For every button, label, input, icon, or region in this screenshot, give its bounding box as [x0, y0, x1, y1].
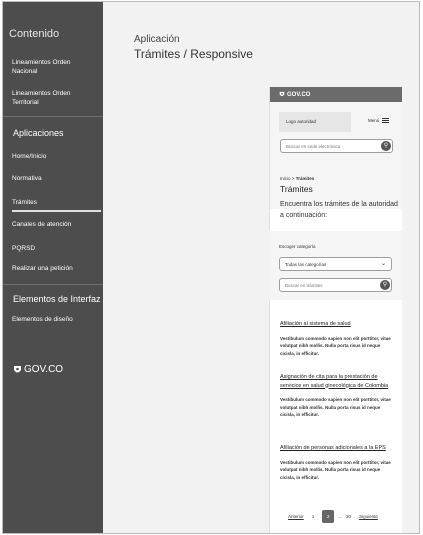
- list-item: [280, 444, 396, 481]
- topbar-logo-text: GOV.CO: [287, 91, 311, 98]
- govco-logo-text: GOV.CO: [24, 364, 64, 375]
- authority-logo-placeholder[interactable]: Logo autoridad: [279, 112, 351, 132]
- list-item: [280, 320, 396, 357]
- search-icon[interactable]: ⚲: [381, 141, 391, 151]
- tramites-lead: Encuentra los trámites de la autoridad a continuación:: [280, 201, 398, 219]
- sidebar-item-peticion[interactable]: Realizar una petición: [12, 265, 73, 272]
- menu-label: Menú: [368, 118, 380, 123]
- sidebar-section-aplicaciones: Aplicaciones: [13, 128, 64, 138]
- sidebar-section-elementos: Elementos de Interfaz: [13, 294, 101, 304]
- menu-button[interactable]: [368, 118, 389, 123]
- sidebar-item-normativa[interactable]: Normativa: [12, 175, 42, 182]
- pagination-prev[interactable]: Anterior: [288, 514, 304, 519]
- page-title: Trámites / Responsive: [134, 47, 253, 61]
- breadcrumb-current: Trámites: [295, 176, 315, 181]
- pagination-ellipsis: ...: [338, 514, 343, 519]
- breadcrumb-separator: >: [291, 176, 295, 181]
- filter-label: Escoger categoría: [279, 244, 316, 249]
- govco-crest-icon: [13, 365, 22, 375]
- sidebar-item-orden-territorial[interactable]: Lineamientos Orden Territorial: [12, 90, 71, 106]
- result-title-link[interactable]: Asignación de cita para la prestación de servicios en salud ginecológica de Colombia: [280, 374, 389, 389]
- filter-panel: [269, 231, 402, 300]
- sidebar-title: Contenido: [9, 28, 60, 40]
- page-frame: [2, 1, 420, 534]
- govco-logo: [13, 364, 63, 375]
- pagination-current-page[interactable]: 2: [322, 510, 334, 523]
- pagination-page[interactable]: 1: [311, 514, 315, 519]
- sidebar-item-orden-nacional[interactable]: Lineamientos Orden Nacional: [12, 59, 71, 75]
- site-search-placeholder: Buscar en sede electrónica: [286, 144, 341, 149]
- tramites-search-input[interactable]: [279, 278, 392, 292]
- result-description: Vestibulum commodo sapien non elit porttitor, vitae volutpat nibh mollis. Nulla porta risus id neque cicisla, in efficitur.: [280, 335, 391, 356]
- result-title-link[interactable]: Afiliación al sistema de salud: [280, 321, 351, 327]
- sidebar-item-tramites[interactable]: Trámites: [12, 199, 38, 206]
- list-item: [280, 373, 396, 419]
- site-search-input[interactable]: [280, 139, 393, 153]
- breadcrumb-home[interactable]: Inicio: [280, 176, 291, 181]
- category-select-value: Todas las categorías: [285, 262, 327, 267]
- sidebar-item-canales[interactable]: Canales de atención: [12, 221, 72, 228]
- sidebar-item-elementos-diseno[interactable]: Elementos de diseño: [12, 316, 73, 323]
- result-description: Vestibulum commodo sapien non elit porttitor, vitae volutpat nibh mollis. Nulla porta risus id neque cicisla, in efficitur.: [280, 459, 391, 480]
- sidebar-divider: [3, 284, 103, 285]
- result-title-link[interactable]: Afiliación de personas adicionales a la EPS: [280, 445, 386, 451]
- govco-crest-icon: [279, 91, 285, 98]
- sidebar-divider: [3, 116, 103, 117]
- pagination-next[interactable]: Siguiente: [359, 514, 378, 519]
- tramites-heading: Trámites: [280, 184, 313, 194]
- pagination-page[interactable]: 30: [346, 514, 352, 519]
- result-description: Vestibulum commodo sapien non elit porttitor, vitae volutpat nibh mollis. Nulla porta risus id neque cicisla, in efficitur.: [280, 397, 391, 417]
- sidebar: [3, 2, 103, 534]
- breadcrumb: [280, 176, 314, 181]
- hamburger-icon: [382, 118, 389, 123]
- sidebar-item-pqrsd[interactable]: PQRSD: [12, 245, 36, 252]
- chevron-down-icon: ⌄: [380, 261, 386, 267]
- category-select[interactable]: [279, 257, 392, 271]
- pagination: [288, 510, 378, 523]
- sidebar-item-home[interactable]: Home/Inicio: [12, 153, 47, 160]
- sidebar-active-indicator: [12, 210, 101, 212]
- tramites-search-placeholder: Buscar en trámites: [285, 283, 323, 288]
- govco-topbar: [270, 87, 402, 102]
- page-kicker: Aplicación: [134, 34, 180, 45]
- search-icon[interactable]: ⚲: [380, 280, 390, 290]
